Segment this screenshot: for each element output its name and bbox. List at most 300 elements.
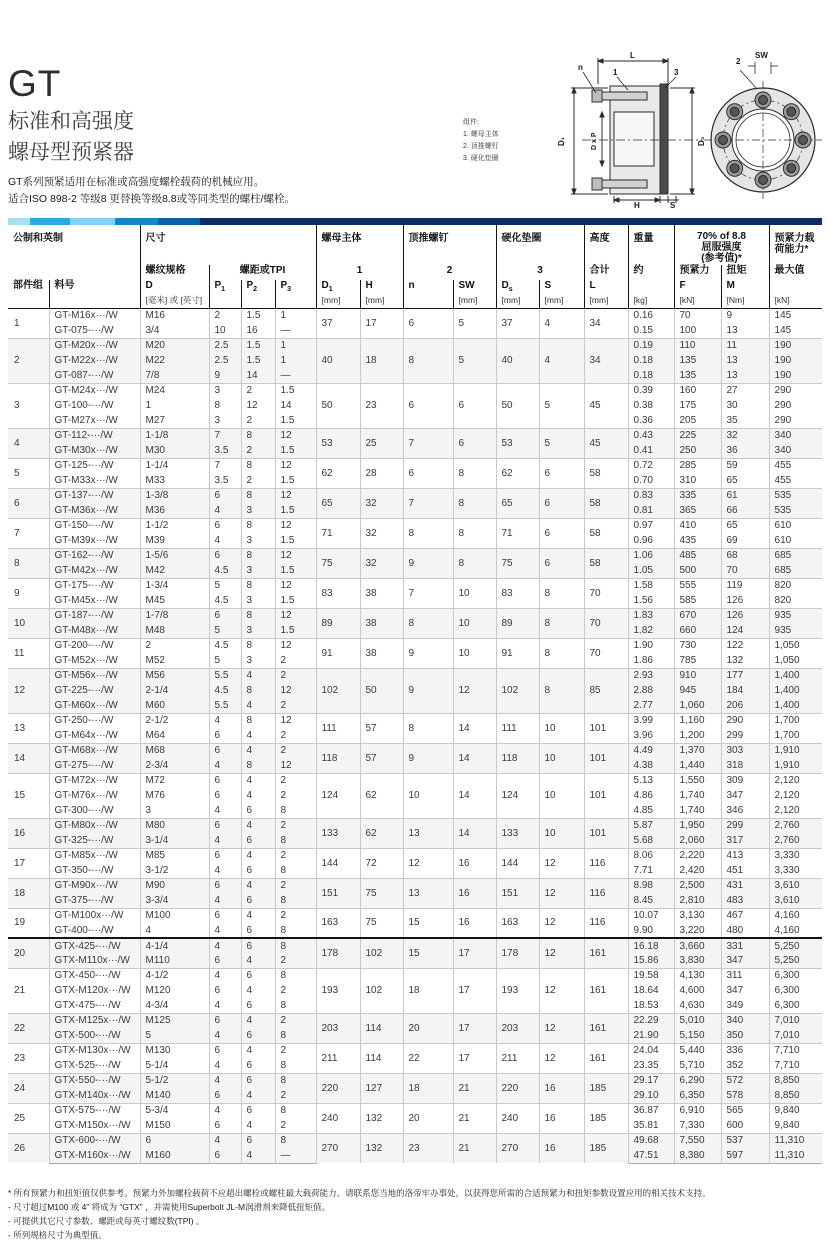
cell-max-load: 535 <box>769 503 822 518</box>
footnotes <box>8 1186 826 1242</box>
cell-part-number: GT-M27x···/W <box>49 413 140 428</box>
cell-max-load: 7,010 <box>769 1013 822 1028</box>
cell-p3: 2 <box>275 1013 316 1028</box>
cell-weight: 4.49 <box>628 743 674 758</box>
cell-weight: 1.06 <box>628 548 674 563</box>
cell-sw: 14 <box>453 818 496 848</box>
cell-max-load: 3,330 <box>769 863 822 878</box>
cell-part-group: 17 <box>8 848 49 878</box>
cell-thread-size: 1-3/8 <box>140 488 209 503</box>
cell-preload-f: 4,130 <box>674 968 721 983</box>
cell-torque-m: 311 <box>721 968 769 983</box>
cell-p2: 6 <box>241 803 275 818</box>
cell-thread-size: 4-1/4 <box>140 938 209 953</box>
cell-p1: 4 <box>209 713 241 728</box>
cell-thread-size: 3-1/4 <box>140 833 209 848</box>
cell-part-number: GT-175-···/W <box>49 578 140 593</box>
cell-p3: 8 <box>275 1103 316 1118</box>
cell-part-number: GT-150-···/W <box>49 518 140 533</box>
unit-m: [Nm] <box>721 295 769 308</box>
cell-torque-m: 9 <box>721 308 769 323</box>
cell-p3: 12 <box>275 608 316 623</box>
cell-n: 8 <box>403 713 453 743</box>
cell-s: 10 <box>539 713 584 743</box>
cell-d1: 71 <box>316 518 360 548</box>
cell-thread-size: 6 <box>140 1133 209 1148</box>
cell-thread-size: 4-3/4 <box>140 998 209 1013</box>
cell-weight: 0.19 <box>628 338 674 353</box>
cell-p3: 2 <box>275 818 316 833</box>
cell-weight: 8.45 <box>628 893 674 908</box>
cell-part-number: GT-250-···/W <box>49 713 140 728</box>
cell-p2: 8 <box>241 758 275 773</box>
cell-d1: 193 <box>316 968 360 1013</box>
cell-max-load: 9,840 <box>769 1103 822 1118</box>
cell-weight: 1.58 <box>628 578 674 593</box>
cell-thread-size: M64 <box>140 728 209 743</box>
cell-max-load: 935 <box>769 608 822 623</box>
unit-l: [mm] <box>584 295 628 308</box>
cell-max-load: 2,760 <box>769 818 822 833</box>
cell-part-group: 13 <box>8 713 49 743</box>
cell-preload-f: 4,600 <box>674 983 721 998</box>
table-row <box>8 1073 822 1088</box>
cell-p1: 2.5 <box>209 353 241 368</box>
cell-p1: 6 <box>209 983 241 998</box>
cell-h: 18 <box>360 338 403 383</box>
cell-max-load: 1,910 <box>769 743 822 758</box>
cell-preload-f: 3,660 <box>674 938 721 953</box>
cell-p1: 2 <box>209 308 241 323</box>
cell-thread-size: 2 <box>140 638 209 653</box>
cell-n: 13 <box>403 818 453 848</box>
cell-part-number: GT-M100x···/W <box>49 908 140 923</box>
cell-p3: 8 <box>275 938 316 953</box>
col-group-capacity: 预紧力载 荷能力* <box>769 225 822 265</box>
cell-l: 161 <box>584 1013 628 1043</box>
cell-s: 8 <box>539 638 584 668</box>
cell-ds: 40 <box>496 338 539 383</box>
col-s: S <box>539 280 584 295</box>
cell-thread-size: 1-1/8 <box>140 428 209 443</box>
cell-d1: 75 <box>316 548 360 578</box>
cell-torque-m: 13 <box>721 368 769 383</box>
cell-preload-f: 3,220 <box>674 923 721 938</box>
cell-part-number: GT-M33x···/W <box>49 473 140 488</box>
cell-thread-size: M45 <box>140 593 209 608</box>
cell-part-number: GTX-575-···/W <box>49 1103 140 1118</box>
cell-d1: 144 <box>316 848 360 878</box>
cell-thread-size: M80 <box>140 818 209 833</box>
cell-thread-size: M52 <box>140 653 209 668</box>
cell-p1: 6 <box>209 548 241 563</box>
cell-max-load: 535 <box>769 488 822 503</box>
cell-part-number: GT-325-···/W <box>49 833 140 848</box>
part-label-2: 2 <box>736 57 741 66</box>
cell-torque-m: 350 <box>721 1028 769 1043</box>
cell-ds: 83 <box>496 578 539 608</box>
cell-p2: 4 <box>241 878 275 893</box>
cell-part-group: 15 <box>8 773 49 818</box>
cell-n: 9 <box>403 668 453 713</box>
cell-max-load: 290 <box>769 383 822 398</box>
cell-thread-size: M68 <box>140 743 209 758</box>
cell-weight: 0.39 <box>628 383 674 398</box>
cell-thread-size: 3-1/2 <box>140 863 209 878</box>
cell-p2: 4 <box>241 1013 275 1028</box>
cell-s: 12 <box>539 938 584 968</box>
table-row <box>8 773 822 788</box>
cell-preload-f: 110 <box>674 338 721 353</box>
cell-l: 45 <box>584 383 628 428</box>
cell-p3: 1.5 <box>275 443 316 458</box>
cell-part-number: GTX-525-···/W <box>49 1058 140 1073</box>
cell-p3: 2 <box>275 878 316 893</box>
cell-preload-f: 3,130 <box>674 908 721 923</box>
table-row <box>8 908 822 923</box>
cell-part-number: GT-225-···/W <box>49 683 140 698</box>
table-row <box>8 1133 822 1148</box>
cell-thread-size: 7/8 <box>140 368 209 383</box>
cell-p1: 6 <box>209 1088 241 1103</box>
cell-weight: 3.96 <box>628 728 674 743</box>
cell-l: 101 <box>584 773 628 818</box>
cell-sw: 8 <box>453 488 496 518</box>
cell-part-number: GT-M90x···/W <box>49 878 140 893</box>
cell-ds: 211 <box>496 1043 539 1073</box>
cell-n: 15 <box>403 908 453 938</box>
cell-sw: 17 <box>453 938 496 968</box>
cell-p1: 2.5 <box>209 338 241 353</box>
cell-thread-size: M27 <box>140 413 209 428</box>
unit-d1: [mm] <box>316 295 360 308</box>
cell-ds: 102 <box>496 668 539 713</box>
cell-thread-size: M125 <box>140 1013 209 1028</box>
cell-preload-f: 6,350 <box>674 1088 721 1103</box>
cell-d1: 240 <box>316 1103 360 1133</box>
cell-p2: 2 <box>241 413 275 428</box>
cell-torque-m: 347 <box>721 953 769 968</box>
cell-thread-size: M60 <box>140 698 209 713</box>
cell-p1: 4 <box>209 803 241 818</box>
cell-preload-f: 670 <box>674 608 721 623</box>
cell-ds: 193 <box>496 968 539 1013</box>
cell-torque-m: 122 <box>721 638 769 653</box>
cell-part-number: GT-M56x···/W <box>49 668 140 683</box>
col-pitch-tpi: 螺距或TPI <box>209 265 316 280</box>
cell-p1: 4.5 <box>209 593 241 608</box>
cell-p3: 8 <box>275 833 316 848</box>
cell-p2: 1.5 <box>241 338 275 353</box>
cell-weight: 0.36 <box>628 413 674 428</box>
cell-p2: 2 <box>241 473 275 488</box>
cell-weight: 8.06 <box>628 848 674 863</box>
cell-torque-m: 303 <box>721 743 769 758</box>
cell-weight: 7.71 <box>628 863 674 878</box>
cell-h: 38 <box>360 608 403 638</box>
cell-max-load: 9,840 <box>769 1118 822 1133</box>
cell-n: 18 <box>403 1073 453 1103</box>
cell-part-number: GTX-475-···/W <box>49 998 140 1013</box>
cell-part-number: GT-M85x···/W <box>49 848 140 863</box>
cell-sw: 8 <box>453 458 496 488</box>
table-row <box>8 968 822 983</box>
cell-torque-m: 318 <box>721 758 769 773</box>
cell-p2: 4 <box>241 743 275 758</box>
cell-d1: 163 <box>316 908 360 938</box>
table-row <box>8 428 822 443</box>
cell-s: 16 <box>539 1073 584 1103</box>
cell-part-number: GTX-600-···/W <box>49 1133 140 1148</box>
cell-part-group: 2 <box>8 338 49 383</box>
cell-part-group: 8 <box>8 548 49 578</box>
cell-weight: 0.18 <box>628 353 674 368</box>
cell-sw: 16 <box>453 908 496 938</box>
cell-ds: 118 <box>496 743 539 773</box>
cell-p2: 4 <box>241 1043 275 1058</box>
cell-max-load: 1,910 <box>769 758 822 773</box>
cell-p1: 4 <box>209 533 241 548</box>
cell-max-load: 145 <box>769 308 822 323</box>
table-header <box>8 225 822 308</box>
cell-p3: 8 <box>275 1133 316 1148</box>
cell-l: 161 <box>584 1043 628 1073</box>
table-row <box>8 1013 822 1028</box>
cell-p3: — <box>275 1148 316 1163</box>
cell-p2: 6 <box>241 998 275 1013</box>
cell-torque-m: 309 <box>721 773 769 788</box>
cell-p3: 12 <box>275 548 316 563</box>
legend-item-1: 1. 螺母主体 <box>463 131 499 138</box>
cell-part-group: 9 <box>8 578 49 608</box>
cell-sw: 21 <box>453 1073 496 1103</box>
cell-p3: 2 <box>275 728 316 743</box>
cell-p3: 1 <box>275 308 316 323</box>
cell-p2: 16 <box>241 323 275 338</box>
page-subtitle-line1: 标准和高强度 <box>8 110 134 133</box>
cell-h: 17 <box>360 308 403 338</box>
cell-p1: 5.5 <box>209 698 241 713</box>
cell-torque-m: 61 <box>721 488 769 503</box>
cell-p3: 8 <box>275 968 316 983</box>
table-row <box>8 818 822 833</box>
cell-p3: 12 <box>275 638 316 653</box>
cell-part-number: GT-M16x···/W <box>49 308 140 323</box>
cell-torque-m: 537 <box>721 1133 769 1148</box>
cell-thread-size: 2-3/4 <box>140 758 209 773</box>
cell-weight: 0.18 <box>628 368 674 383</box>
legend-item-3: 3. 硬化垫圈 <box>463 155 499 162</box>
cell-p3: 1.5 <box>275 383 316 398</box>
cell-l: 161 <box>584 968 628 1013</box>
cell-thread-size: 3-3/4 <box>140 893 209 908</box>
cell-p2: 8 <box>241 713 275 728</box>
legend-title: 组件: <box>463 119 479 126</box>
table-row <box>8 548 822 563</box>
cell-s: 10 <box>539 818 584 848</box>
cell-s: 8 <box>539 608 584 638</box>
cell-p2: 8 <box>241 608 275 623</box>
cell-p1: 4 <box>209 833 241 848</box>
cell-weight: 18.64 <box>628 983 674 998</box>
cell-p2: 2 <box>241 443 275 458</box>
cell-preload-f: 500 <box>674 563 721 578</box>
cell-p3: 1.5 <box>275 473 316 488</box>
cell-p1: 8 <box>209 398 241 413</box>
cell-p1: 6 <box>209 488 241 503</box>
cell-part-group: 21 <box>8 968 49 1013</box>
cell-p1: 9 <box>209 368 241 383</box>
cell-sw: 6 <box>453 383 496 428</box>
col-torque: 扭矩 <box>721 265 769 280</box>
table-row <box>8 1103 822 1118</box>
cell-max-load: 455 <box>769 458 822 473</box>
cell-n: 7 <box>403 428 453 458</box>
cell-p1: 3 <box>209 413 241 428</box>
cell-h: 132 <box>360 1103 403 1133</box>
cell-torque-m: 299 <box>721 818 769 833</box>
cell-max-load: 1,400 <box>769 698 822 713</box>
col-h: H <box>360 280 403 295</box>
cell-p1: 5 <box>209 623 241 638</box>
cell-weight: 18.53 <box>628 998 674 1013</box>
cell-d1: 89 <box>316 608 360 638</box>
cell-l: 70 <box>584 578 628 608</box>
cell-p1: 4 <box>209 938 241 953</box>
cell-torque-m: 480 <box>721 923 769 938</box>
cell-p1: 5 <box>209 578 241 593</box>
cell-part-number: GT-M22x···/W <box>49 353 140 368</box>
cell-max-load: 4,160 <box>769 923 822 938</box>
table-row <box>8 713 822 728</box>
cell-h: 23 <box>360 383 403 428</box>
cell-weight: 10.07 <box>628 908 674 923</box>
cell-weight: 2.88 <box>628 683 674 698</box>
cell-max-load: 7,010 <box>769 1028 822 1043</box>
cell-weight: 5.13 <box>628 773 674 788</box>
dim-label-n: n <box>578 63 583 72</box>
cell-p2: 4 <box>241 1118 275 1133</box>
cell-weight: 0.96 <box>628 533 674 548</box>
cell-weight: 24.04 <box>628 1043 674 1058</box>
cell-sw: 16 <box>453 848 496 878</box>
table-row <box>8 848 822 863</box>
cell-weight: 0.15 <box>628 323 674 338</box>
cell-part-number: GT-M45x···/W <box>49 593 140 608</box>
cell-torque-m: 27 <box>721 383 769 398</box>
cell-d1: 220 <box>316 1073 360 1103</box>
cell-torque-m: 331 <box>721 938 769 953</box>
cell-sw: 10 <box>453 608 496 638</box>
cell-part-group: 3 <box>8 383 49 428</box>
tensioner-diagrams <box>552 48 826 214</box>
cell-part-group: 26 <box>8 1133 49 1163</box>
cell-weight: 19.58 <box>628 968 674 983</box>
cell-preload-f: 785 <box>674 653 721 668</box>
cell-p1: 6 <box>209 788 241 803</box>
cell-weight: 0.16 <box>628 308 674 323</box>
cell-p3: 12 <box>275 518 316 533</box>
cell-thread-size: M140 <box>140 1088 209 1103</box>
cell-p1: 4 <box>209 1073 241 1088</box>
cell-sw: 21 <box>453 1133 496 1163</box>
cell-ds: 220 <box>496 1073 539 1103</box>
cell-torque-m: 413 <box>721 848 769 863</box>
cell-preload-f: 2,810 <box>674 893 721 908</box>
cell-p1: 6 <box>209 1043 241 1058</box>
cell-h: 102 <box>360 938 403 968</box>
cell-weight: 49.68 <box>628 1133 674 1148</box>
cell-s: 8 <box>539 578 584 608</box>
cell-thread-size: M20 <box>140 338 209 353</box>
cell-sw: 6 <box>453 428 496 458</box>
col-group-jack-screw: 顶推螺钉 <box>403 225 496 265</box>
cell-h: 62 <box>360 818 403 848</box>
cell-thread-size: M36 <box>140 503 209 518</box>
cell-part-group: 18 <box>8 878 49 908</box>
cell-torque-m: 13 <box>721 353 769 368</box>
cell-part-number: GT-M80x···/W <box>49 818 140 833</box>
cell-preload-f: 6,910 <box>674 1103 721 1118</box>
cell-thread-size: M72 <box>140 773 209 788</box>
col-group-size: 尺寸 <box>140 225 316 265</box>
cell-preload-f: 5,010 <box>674 1013 721 1028</box>
col-thread-spec: 螺纹规格 <box>140 265 209 280</box>
cell-preload-f: 2,060 <box>674 833 721 848</box>
cell-sw: 10 <box>453 638 496 668</box>
cell-ds: 270 <box>496 1133 539 1163</box>
cell-p3: 2 <box>275 788 316 803</box>
cell-part-group: 24 <box>8 1073 49 1103</box>
cell-p2: 6 <box>241 968 275 983</box>
cell-torque-m: 346 <box>721 803 769 818</box>
cell-preload-f: 1,060 <box>674 698 721 713</box>
cell-torque-m: 290 <box>721 713 769 728</box>
cell-preload-f: 1,440 <box>674 758 721 773</box>
cell-p2: 3 <box>241 533 275 548</box>
cell-max-load: 455 <box>769 473 822 488</box>
masthead <box>8 64 295 208</box>
cell-thread-size: 2-1/4 <box>140 683 209 698</box>
cell-p1: 6 <box>209 518 241 533</box>
cell-p3: 8 <box>275 863 316 878</box>
page-title: GT <box>8 63 62 104</box>
cell-p2: 3 <box>241 503 275 518</box>
cell-p3: — <box>275 368 316 383</box>
cell-max-load: 190 <box>769 353 822 368</box>
cell-preload-f: 7,550 <box>674 1133 721 1148</box>
cell-preload-f: 2,420 <box>674 863 721 878</box>
cell-thread-size: 4-1/2 <box>140 968 209 983</box>
cell-torque-m: 349 <box>721 998 769 1013</box>
cell-part-number: GTX-550-···/W <box>49 1073 140 1088</box>
cell-h: 72 <box>360 848 403 878</box>
cell-p3: 2 <box>275 773 316 788</box>
cell-sw: 14 <box>453 713 496 743</box>
col-max: 最大值 <box>769 265 822 280</box>
cell-h: 38 <box>360 578 403 608</box>
cell-n: 9 <box>403 743 453 773</box>
col-group-height: 高度 <box>584 225 628 265</box>
cell-part-number: GT-125-···/W <box>49 458 140 473</box>
cell-thread-size: 5-3/4 <box>140 1103 209 1118</box>
col-d1: $D_1$ <box>316 280 360 295</box>
cell-n: 20 <box>403 1013 453 1043</box>
cell-max-load: 340 <box>769 428 822 443</box>
cell-s: 5 <box>539 383 584 428</box>
page-subtitle-line2: 螺母型预紧器 <box>8 141 134 164</box>
cell-part-group: 25 <box>8 1103 49 1133</box>
